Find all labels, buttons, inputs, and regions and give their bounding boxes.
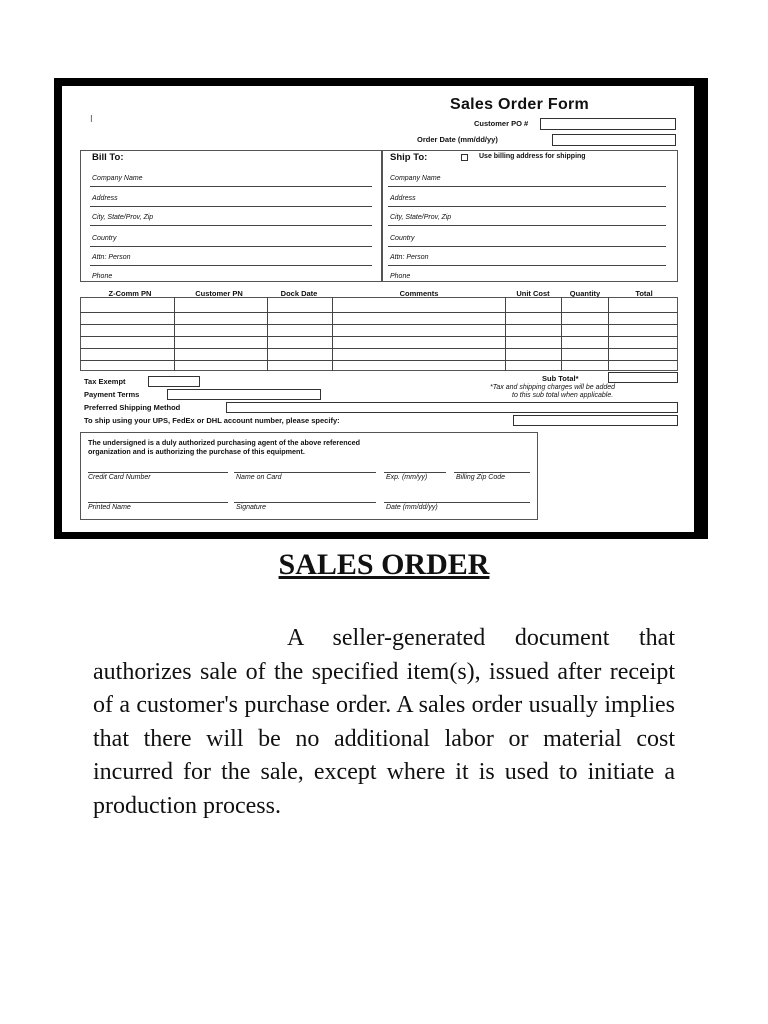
- ship-attn-line: [388, 265, 666, 266]
- name-on-card-line: [234, 472, 376, 473]
- preferred-shipping-field: [226, 402, 678, 413]
- sales-order-form-image: [62, 86, 694, 532]
- grid-col-line: [332, 297, 333, 371]
- th-unit-cost: Unit Cost: [516, 289, 550, 298]
- printed-name-line: [88, 502, 228, 503]
- ship-address-label: Address: [390, 195, 416, 202]
- bill-phone-label: Phone: [92, 273, 113, 280]
- bill-address-label: Address: [92, 195, 118, 202]
- tax-exempt-label: Tax Exempt: [84, 377, 126, 386]
- bill-country-label: Country: [92, 235, 117, 242]
- sub-total-label: Sub Total*: [542, 374, 579, 383]
- ship-account-field: [513, 415, 678, 426]
- ship-company-name-label: Company Name: [390, 175, 441, 182]
- bill-country-line: [90, 246, 372, 247]
- authorization-text-line2: organization and is authorizing the purchase of this equipment.: [88, 447, 305, 456]
- ship-country-label: Country: [390, 235, 415, 242]
- exp-label: Exp. (mm/yy): [386, 474, 428, 481]
- grid-row-line: [80, 348, 678, 349]
- grid-col-line: [174, 297, 175, 371]
- ship-attn-label: Attn: Person: [390, 254, 429, 261]
- th-quantity: Quantity: [569, 289, 601, 298]
- billing-address-checkbox-label: Use billing address for shipping: [479, 153, 586, 160]
- th-comments: Comments: [399, 289, 439, 298]
- credit-card-line: [88, 472, 228, 473]
- ship-company-name-line: [388, 186, 666, 187]
- authorization-text-line1: The undersigned is a duly authorized purchasing agent of the above referenced: [88, 438, 360, 447]
- signature-label: Signature: [236, 504, 266, 511]
- tax-exempt-field: [148, 376, 200, 387]
- grid-row-line: [80, 312, 678, 313]
- bill-to-title: Bill To:: [92, 152, 124, 163]
- bill-address-line: [90, 206, 372, 207]
- bill-company-name-line: [90, 186, 372, 187]
- date-line: [384, 502, 530, 503]
- customer-po-label: Customer PO #: [474, 119, 529, 128]
- grid-row-line: [80, 324, 678, 325]
- document-heading: SALES ORDER: [278, 548, 490, 581]
- bill-city-label: City, State/Prov, Zip: [92, 214, 154, 221]
- grid-col-line: [561, 297, 562, 371]
- paragraph-text: A seller-generated document that authorizes sale of the specified item(s), issued after receipt of a customer's purchase order. A sales order usually implies that there will be no additional labor or material cost incurred for the sale, except where it is used to initiate a production process.: [93, 625, 675, 819]
- customer-po-field: [540, 118, 676, 130]
- form-title: Sales Order Form: [450, 96, 590, 113]
- exp-line: [384, 472, 446, 473]
- payment-terms-field: [167, 389, 321, 400]
- ship-country-line: [388, 246, 666, 247]
- tick-mark: I: [90, 114, 93, 125]
- bill-attn-line: [90, 265, 372, 266]
- bill-city-line: [90, 225, 372, 226]
- bill-company-name-label: Company Name: [92, 175, 143, 182]
- name-on-card-label: Name on Card: [236, 474, 282, 481]
- billing-zip-line: [454, 472, 530, 473]
- th-total: Total: [635, 289, 653, 298]
- th-customer-pn: Customer PN: [195, 289, 243, 298]
- bill-attn-label: Attn: Person: [92, 254, 131, 261]
- grid-row-line: [80, 360, 678, 361]
- billing-zip-label: Billing Zip Code: [456, 474, 506, 481]
- date-label: Date (mm/dd/yy): [386, 504, 438, 511]
- credit-card-label: Credit Card Number: [88, 474, 151, 481]
- signature-line: [234, 502, 376, 503]
- grid-col-line: [267, 297, 268, 371]
- th-dock-date: Dock Date: [280, 289, 318, 298]
- ship-phone-label: Phone: [390, 273, 411, 280]
- ship-account-label: To ship using your UPS, FedEx or DHL account number, please specify:: [84, 416, 340, 425]
- ship-to-title: Ship To:: [390, 152, 428, 163]
- preferred-shipping-label: Preferred Shipping Method: [84, 403, 181, 412]
- ship-address-line: [388, 206, 666, 207]
- order-date-field: [552, 134, 676, 146]
- grid-col-line: [608, 297, 609, 371]
- sub-total-field: [608, 372, 678, 383]
- th-zcomm-pn: Z-Comm PN: [108, 289, 152, 298]
- grid-col-line: [505, 297, 506, 371]
- ship-city-line: [388, 225, 666, 226]
- tax-note-line1: *Tax and shipping charges will be added: [490, 384, 616, 391]
- printed-name-label: Printed Name: [88, 504, 131, 511]
- billing-address-checkbox: [461, 154, 468, 161]
- document-paragraph: [93, 622, 675, 823]
- grid-row-line: [80, 336, 678, 337]
- payment-terms-label: Payment Terms: [84, 390, 140, 399]
- ship-city-label: City, State/Prov, Zip: [390, 214, 452, 221]
- order-date-label: Order Date (mm/dd/yy): [417, 135, 498, 144]
- tax-note-line2: to this sub total when applicable.: [512, 392, 614, 399]
